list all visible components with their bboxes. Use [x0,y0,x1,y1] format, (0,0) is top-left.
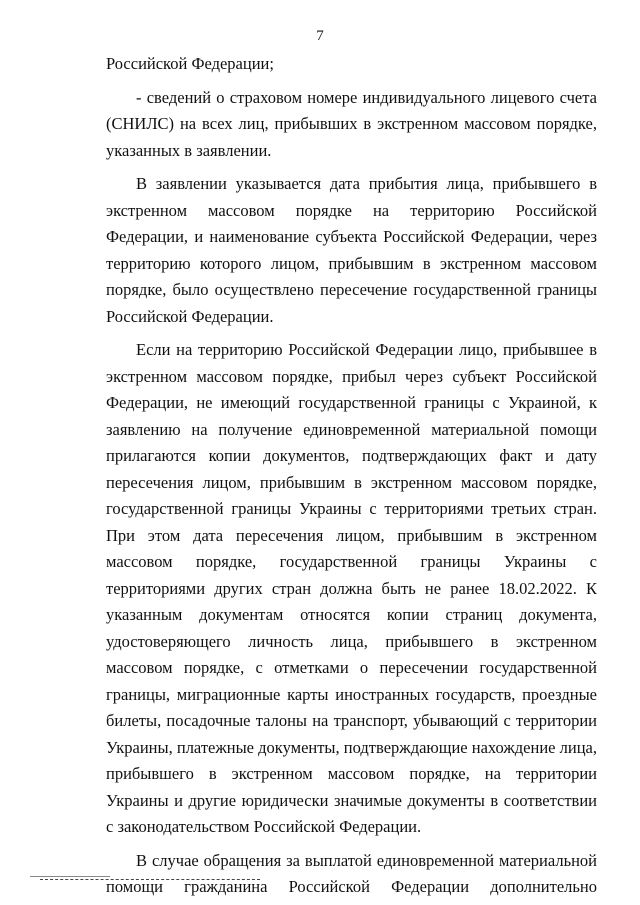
footer-divider [40,879,260,880]
footer-divider-short [30,876,110,877]
paragraph-documents: Если на территорию Российской Федерации лицо, прибывшее в экстренном массовом порядке, прибыл через субъект Российской Федерации, не имеющий государственной границы с Украиной, к заявлению на получение единовременной материальной помощи прилагаются копии документов, подтверждающих факт и дату пересечения лицом, прибывшим в экстренном массовом порядке, государственной границы Украины с территориями третьих стран. При этом дата пересечения лицом, прибывшим в экстренном массовом порядке, государственной границы Украины с территориями других стран должна быть не ранее 18.02.2022. К указанным документам относятся копии страниц документа, удостоверяющего личность лица, прибывшего в экстренном массовом порядке, с отметками о пересечении государственной границы, миграционные карты иностранных государств, проездные билеты, посадочные талоны на транспорт, убывающий с территории Украины, платежные документы, подтверждающие нахождение лица, прибывшего в экстренном массовом порядке, на территории Украины и другие юридически значимые документы в соответствии с законодательством Российской Федерации. [106,340,597,836]
paragraph-citizen-case: В случае обращения за выплатой единовременной материальной помощи гражданина Российской Федерации дополнительно [106,850,597,896]
paragraph-arrival-date: В заявлении указывается дата прибытия лица, прибывшего в экстренном массовом порядке на территорию Российской Федерации, и наименование субъекта Российской Федерации, через территорию которого лицом, прибывшим в экстренном массовом порядке, было осуществлено пересечение государственной границы Российской Федерации. [106,174,597,326]
document-body [106,51,597,901]
page-number: 7 [316,28,324,44]
paragraph-continuation: Российской Федерации; [106,54,274,73]
paragraph-snils: - сведений о страховом номере индивидуального лицевого счета (СНИЛС) на всех лиц, прибывших в экстренном массовом порядке, указанных в заявлении. [106,87,597,160]
